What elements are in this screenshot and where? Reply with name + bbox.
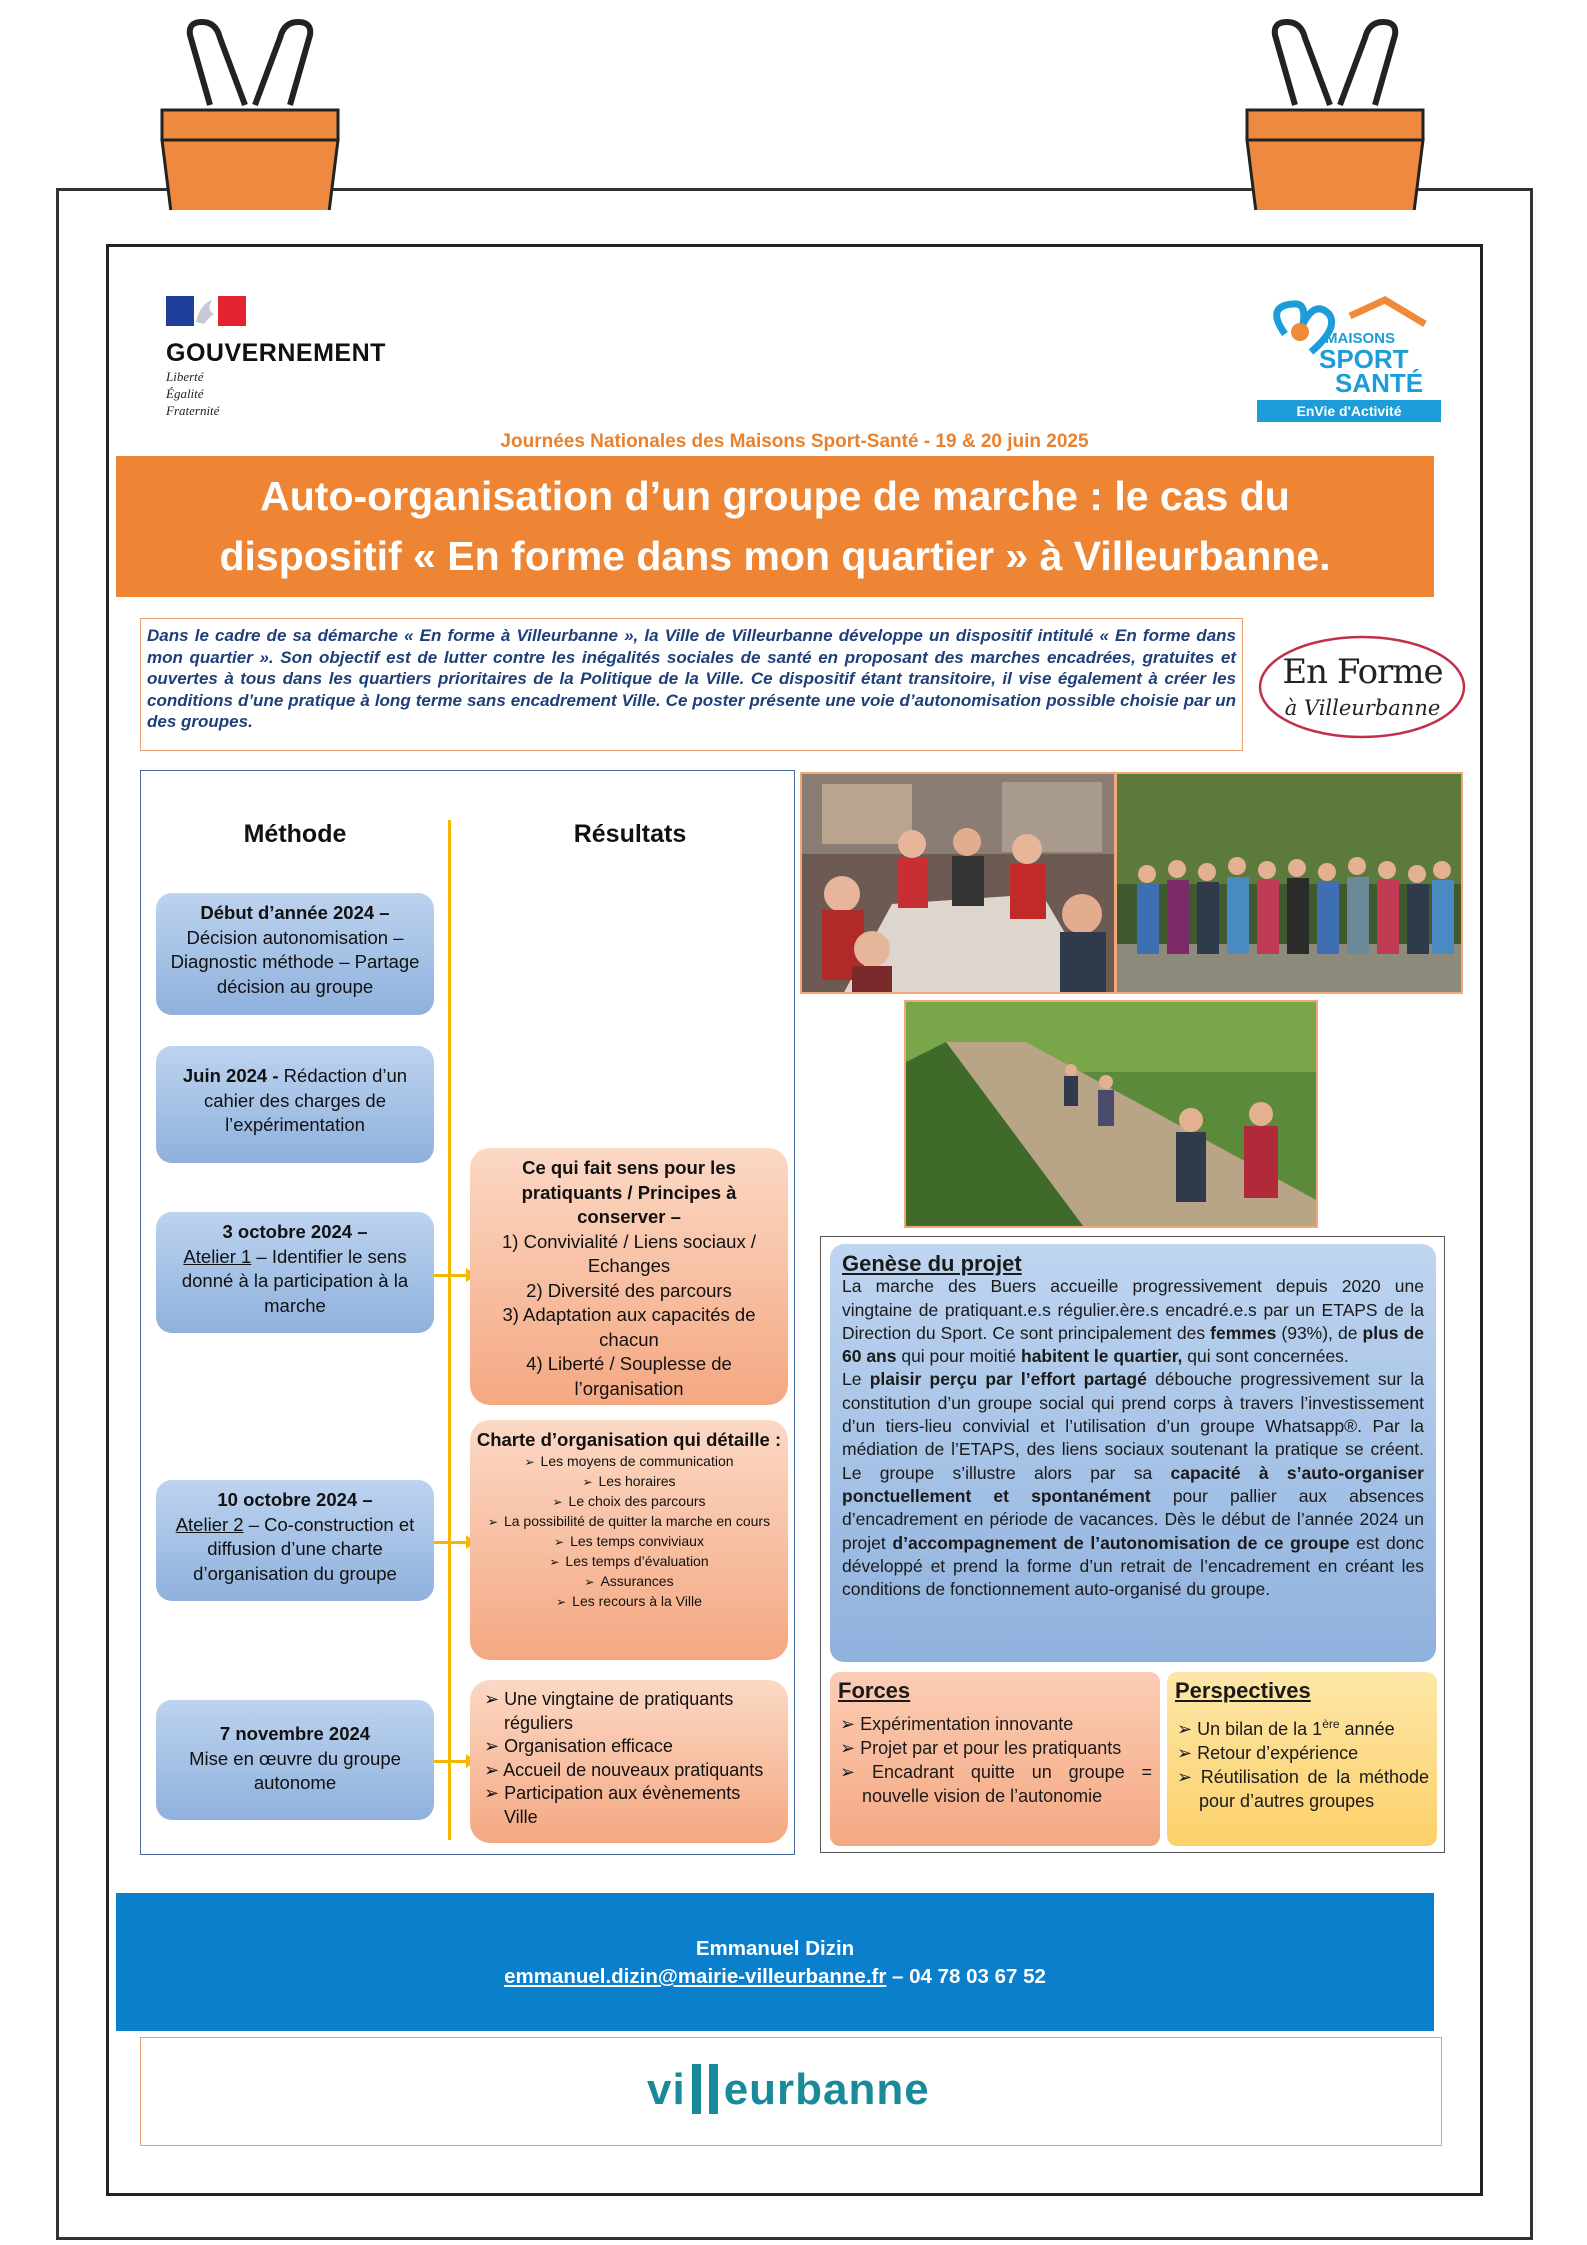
method-step-1-text: Décision autonomisation – Diagnostic méthode – Partage décision au groupe bbox=[170, 926, 420, 997]
gouvernement-wordmark: GOUVERNEMENT bbox=[166, 339, 386, 367]
result-1-item: 1) Convivialité / Liens sociaux / Echanges bbox=[502, 1230, 756, 1276]
contact-phone: – 04 78 03 67 52 bbox=[886, 1965, 1046, 1988]
charte-item: ➢ Les moyens de communication bbox=[524, 1453, 734, 1469]
method-step-3-date: 3 octobre 2024 – bbox=[222, 1221, 368, 1242]
devise-egalite: Égalité bbox=[166, 386, 204, 401]
method-step-4-date: 10 octobre 2024 – bbox=[217, 1489, 373, 1510]
resultats-heading: Résultats bbox=[573, 820, 687, 848]
forces-item: ➢ Encadrant quitte un groupe = nouvelle vision de l’autonomie bbox=[840, 1762, 1152, 1806]
photo-repas-convivial bbox=[800, 772, 1116, 994]
photo-marche-chemin bbox=[904, 1000, 1318, 1228]
perspectives-item: ➢ Réutilisation de la méthode pour d’autres groupes bbox=[1177, 1767, 1429, 1811]
perspectives-item: ➢ Un bilan de la 1ère année bbox=[1177, 1717, 1395, 1739]
intro-paragraph: Dans le cadre de sa démarche « En forme à Villeurbanne », la Ville de Villeurbanne développe un dispositif intitulé « En forme dans mon quartier ». Son objectif est de lutter contre les inégalités sociales de santé en proposant des marches encadrées, gratuites et ouvertes à tous dans les quartiers prioritaires de la Politique de la Ville. Ce dispositif étant transitoire, il vise également à créer les conditions d’une pratique à long terme sans encadrement Ville. Ce poster présente une voie d’autonomisation possible choisie par un des groupes. bbox=[140, 618, 1243, 751]
result-1-title: Ce qui fait sens pour les pratiquants / Principes à conserver – bbox=[521, 1157, 737, 1227]
genese-paragraph-2: Le plaisir perçu par l’effort partagé débouche progressivement sur la constitution d’un groupe social qui prend corps à travers l’investissement d’un tiers-lieu convivial et l’utilisation d’un groupe Whatsapp®. Par la médiation de l’ETAPS, des liens sociaux soutenant la pratique se créent. Le groupe s’illustre alors par sa capacité à s’auto-organiser ponctuellement et spontanément pour pallier aux absences d’encadrement en période de vacances. Dès le début de l’année 2024 un projet d’accompagnement de l’autonomisation de ce groupe est donc développé et prend la forme d’un retrait de l’encadrement en créant les conditions de fonctionnement auto-organisé du groupe. bbox=[842, 1369, 1425, 1600]
result-box-principes bbox=[470, 1148, 788, 1405]
charte-item: ➢ Les temps conviviaux bbox=[554, 1533, 704, 1549]
forces-item: ➢ Expérimentation innovante bbox=[840, 1714, 1074, 1734]
charte-item: ➢ Le choix des parcours bbox=[552, 1493, 706, 1509]
title-banner bbox=[116, 456, 1434, 597]
method-step-3 bbox=[156, 1212, 434, 1333]
en-forme-line2: à Villeurbanne bbox=[1284, 696, 1441, 720]
binder-clip-right-icon bbox=[1235, 10, 1435, 210]
forces-title: Forces bbox=[838, 1678, 911, 1703]
method-step-5-text: Mise en œuvre du groupe autonome bbox=[189, 1747, 401, 1793]
method-step-3-text: – Identifier le sens donné à la participation à la marche bbox=[181, 1245, 409, 1316]
result-box-charte bbox=[470, 1420, 788, 1660]
gouvernement-logo bbox=[166, 296, 386, 419]
method-step-5-date: 7 novembre 2024 bbox=[219, 1723, 371, 1744]
bilan-item: ➢ Une vingtaine de pratiquants réguliers bbox=[484, 1689, 734, 1733]
method-step-4-text: – Co-construction et diffusion d’une charte d’organisation du groupe bbox=[193, 1513, 415, 1584]
result-1-item: 4) Liberté / Souplesse de l’organisation bbox=[526, 1353, 732, 1399]
mss-tagline: EnVie d'Activité bbox=[1257, 400, 1441, 422]
event-subtitle: Journées Nationales des Maisons Sport-Santé - 19 & 20 juin 2025 bbox=[500, 431, 1089, 452]
bilan-item: ➢ Accueil de nouveaux pratiquants bbox=[484, 1759, 764, 1780]
mss-line3: SANTÉ bbox=[1335, 368, 1424, 398]
method-step-5 bbox=[156, 1700, 434, 1820]
photo-repas-image bbox=[802, 774, 1116, 994]
photo-marche-image bbox=[906, 1002, 1318, 1228]
title-line-2: dispositif « En forme dans mon quartier » à Villeurbanne. bbox=[219, 533, 1331, 579]
method-step-4 bbox=[156, 1480, 434, 1601]
devise-fraternite: Fraternité bbox=[166, 403, 220, 418]
villeurbanne-logo: vi eurbanne bbox=[647, 2065, 930, 2114]
result-1-item: 2) Diversité des parcours bbox=[526, 1279, 732, 1301]
result-2-title: Charte d’organisation qui détaille : bbox=[476, 1429, 782, 1450]
genese-section bbox=[830, 1244, 1436, 1662]
marianne-flag-icon bbox=[166, 296, 246, 326]
contact-name: Emmanuel Dizin bbox=[695, 1937, 855, 1960]
perspectives-section bbox=[1167, 1672, 1437, 1846]
villeurbanne-ll-icon bbox=[692, 2064, 718, 2114]
genese-paragraph-1: La marche des Buers accueille progressivement depuis 2020 une vingtaine de pratiquant.e.s régulier.ère.s encadré.e.s par un ETAPS de la Direction du Sport. Ce sont principalement des femmes (93%), de plus de 60 ans qui pour moitié habitent le quartier, qui sont concernées. bbox=[842, 1276, 1424, 1367]
charte-item: ➢ Les horaires bbox=[582, 1473, 676, 1489]
villeurbanne-logo-box bbox=[140, 2037, 1442, 2146]
perspectives-title: Perspectives bbox=[1175, 1678, 1311, 1703]
method-step-2-text: Rédaction d’un cahier des charges de l’expérimentation bbox=[203, 1065, 408, 1135]
method-step-3-link: Atelier 1 bbox=[183, 1245, 252, 1267]
photo-groupe-foret bbox=[1115, 772, 1463, 994]
method-step-2-date: Juin 2024 - bbox=[182, 1065, 279, 1086]
mss-line1: MAISONS bbox=[1325, 330, 1396, 347]
mss-line2: SPORT bbox=[1319, 344, 1409, 374]
method-step-2 bbox=[156, 1046, 434, 1163]
contact-email-link[interactable]: emmanuel.dizin@mairie-villeurbanne.fr bbox=[504, 1965, 887, 1988]
charte-item: ➢ Les recours à la Ville bbox=[556, 1593, 702, 1609]
methode-heading: Méthode bbox=[243, 820, 347, 848]
method-step-1-date: Début d’année 2024 – bbox=[200, 902, 390, 923]
bilan-item: ➢ Organisation efficace bbox=[484, 1736, 673, 1756]
title-line-1: Auto-organisation d’un groupe de marche : le cas du bbox=[260, 473, 1290, 519]
en-forme-villeurbanne-logo bbox=[1255, 630, 1470, 745]
arrow-step5-icon bbox=[434, 1760, 474, 1763]
photo-groupe-image bbox=[1117, 774, 1463, 994]
arrow-step3-icon bbox=[434, 1274, 474, 1277]
genese-title: Genèse du projet bbox=[842, 1251, 1022, 1276]
forces-item: ➢ Projet par et pour les pratiquants bbox=[840, 1738, 1122, 1758]
charte-item: ➢ Les temps d’évaluation bbox=[549, 1553, 709, 1569]
charte-item: ➢ Assurances bbox=[584, 1573, 674, 1589]
forces-section bbox=[830, 1672, 1160, 1846]
arrow-step4-icon bbox=[434, 1541, 474, 1544]
charte-item: ➢ La possibilité de quitter la marche en cours bbox=[487, 1513, 771, 1529]
method-step-1 bbox=[156, 893, 434, 1015]
maisons-sport-sante-logo bbox=[1255, 296, 1445, 426]
result-1-item: 3) Adaptation aux capacités de chacun bbox=[502, 1304, 756, 1350]
timeline-line bbox=[448, 820, 451, 1840]
en-forme-line1: En Forme bbox=[1282, 652, 1443, 692]
bilan-item: ➢ Participation aux évènements Ville bbox=[484, 1783, 741, 1827]
result-box-bilan bbox=[470, 1680, 788, 1843]
perspectives-item: ➢ Retour d’expérience bbox=[1177, 1743, 1359, 1763]
binder-clip-left-icon bbox=[150, 10, 350, 210]
method-step-4-link: Atelier 2 bbox=[175, 1513, 244, 1535]
devise-liberte: Liberté bbox=[166, 369, 204, 384]
contact-footer bbox=[116, 1893, 1434, 2031]
